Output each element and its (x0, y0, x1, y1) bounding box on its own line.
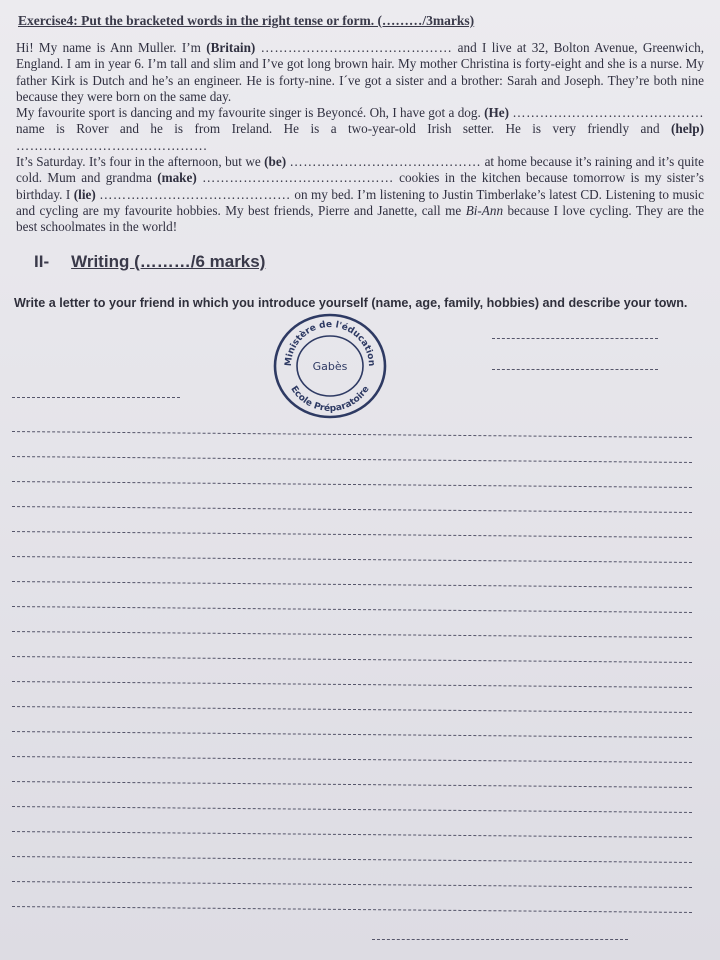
answer-blank[interactable]: …………………………………… (512, 105, 704, 121)
answer-blank[interactable]: …………………………………… (99, 186, 291, 202)
section-number: II- (34, 252, 50, 271)
exercise-4-text (16, 40, 704, 236)
writing-line[interactable] (12, 581, 692, 588)
answer-blank[interactable]: …………………………………… (202, 170, 394, 186)
stamp-ring-bottom: Ecole Préparatoire (288, 384, 372, 415)
writing-line[interactable] (12, 881, 692, 888)
writing-instruction: Write a letter to your friend in which you introduce yourself (name, age, family, hobbies) and describe your town. (14, 296, 688, 310)
bracket-word-help: (help) (671, 121, 704, 137)
writing-line[interactable] (12, 731, 692, 738)
writing-line[interactable] (12, 431, 692, 438)
section-title: Writing (………/6 marks) (71, 252, 266, 271)
address-line[interactable] (492, 338, 658, 339)
text-segment: cookies in the kitchen because tomorrow is my sister’s birthday. I (16, 170, 704, 202)
stamp-ring-top: Ministère de l'éducation (283, 319, 377, 367)
text-segment: on my bed. I’m listening to Justin Timberlake’s latest CD. Listening to music and cycling are my favourite hobbies. My best friends, Pierre and Janette, call me (16, 186, 705, 218)
writing-line[interactable] (12, 481, 692, 488)
nickname: Bi-Ann (465, 202, 504, 218)
answer-blank[interactable]: …………………………………… (260, 40, 453, 55)
signature-line[interactable] (372, 939, 628, 940)
writing-line[interactable] (12, 806, 692, 813)
text-segment: because I love cycling. They are the best schoolmates in the world! (16, 202, 704, 235)
writing-line[interactable] (12, 656, 692, 663)
writing-line[interactable] (12, 506, 692, 513)
writing-line[interactable] (12, 856, 692, 863)
writing-line[interactable] (12, 456, 692, 463)
bracket-word-britain: (Britain) (206, 40, 256, 55)
writing-line[interactable] (12, 531, 692, 538)
text-segment: at home because it’s raining and it’s quite cold. Mum and grandma (16, 154, 705, 186)
greeting-line[interactable] (12, 397, 180, 398)
writing-line[interactable] (12, 831, 692, 838)
bracket-word-lie: (lie) (73, 186, 96, 202)
answer-blank[interactable]: …………………………………… (16, 137, 208, 153)
writing-line[interactable] (12, 556, 692, 563)
writing-line[interactable] (12, 681, 692, 688)
exercise-4-title: Exercise4: Put the bracketed words in the right tense or form. (………/3marks) (18, 13, 475, 28)
answer-blank[interactable]: …………………………………… (289, 154, 482, 170)
writing-line[interactable] (12, 781, 692, 788)
section-2-heading (34, 252, 265, 272)
writing-line[interactable] (12, 756, 692, 763)
writing-line[interactable] (12, 631, 692, 638)
text-segment: name is Rover and he is from Ireland. He is a two-year-old Irish setter. He is very friendly and (16, 121, 672, 137)
writing-line[interactable] (12, 706, 692, 713)
text-segment: My favourite sport is dancing and my favourite singer is Beyoncé. Oh, I have got a dog. (16, 105, 485, 121)
school-stamp (270, 312, 390, 420)
bracket-word-he: (He) (484, 105, 510, 121)
text-segment: It’s Saturday. It’s four in the afternoon, but we (16, 154, 265, 170)
text-segment: Hi! My name is Ann Muller. I’m (16, 40, 207, 55)
writing-line[interactable] (12, 606, 692, 613)
text-segment: and I live at 32, Bolton Avenue, Greenwich, England. I am in year 6. I’m tall and slim and I’ve got long brown hair. My mother Christina is forty-eight and she is a nurse. My father Kirk is Dutch and he’s an engineer. He is forty-nine. I´ve got a sister and a brother: Sarah and Joseph. They’re both nine because they were born on the same day. (16, 40, 704, 104)
stamp-center-text: Gabès (312, 360, 348, 373)
bracket-word-be: (be) (264, 154, 287, 170)
bracket-word-make: (make) (157, 170, 197, 186)
writing-line[interactable] (12, 906, 692, 913)
address-line[interactable] (492, 369, 658, 370)
